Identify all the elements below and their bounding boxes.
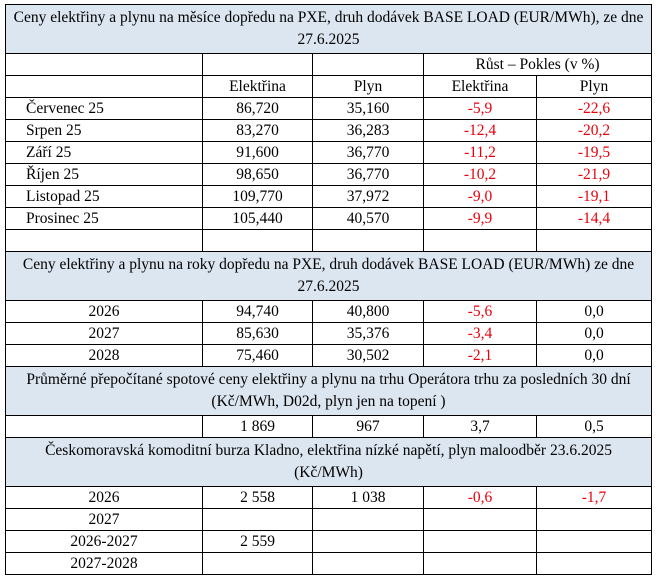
table-row <box>6 98 652 120</box>
table-row <box>6 531 652 553</box>
electricity-value: 2 558 <box>203 487 313 509</box>
electricity-value: 109,770 <box>203 186 313 208</box>
table-row <box>6 487 652 509</box>
electricity-value: 94,740 <box>203 301 313 323</box>
gas-value: 40,800 <box>313 301 424 323</box>
table-row <box>6 164 652 186</box>
electricity-change <box>424 553 537 575</box>
gas-value: 40,570 <box>313 208 424 230</box>
electricity-change: -11,2 <box>424 142 537 164</box>
gas-change: 0,5 <box>537 416 652 438</box>
change-header: Růst – Pokles (v %) <box>424 54 652 76</box>
gas-value: 30,502 <box>313 345 424 367</box>
electricity-change: -5,9 <box>424 98 537 120</box>
gas-change: 0,0 <box>537 323 652 345</box>
section1-title-row <box>6 5 652 54</box>
col-header-gas: Plyn <box>313 76 424 98</box>
row-label: 2026 <box>6 487 203 509</box>
electricity-value: 98,650 <box>203 164 313 186</box>
gas-change: 0,0 <box>537 345 652 367</box>
electricity-change: -9,0 <box>424 186 537 208</box>
row-label: 2027-2028 <box>6 553 203 575</box>
row-label <box>6 416 203 438</box>
table-row <box>6 120 652 142</box>
gas-change <box>537 509 652 531</box>
row-label: Listopad 25 <box>6 186 203 208</box>
table-row <box>6 186 652 208</box>
gas-change <box>537 531 652 553</box>
electricity-change: -9,9 <box>424 208 537 230</box>
section1-col-header-row <box>6 76 652 98</box>
section1-title: Ceny elektřiny a plynu na měsíce dopředu na PXE, druh dodávek BASE LOAD (EUR/MWh), ze dne 27.6.2025 <box>6 5 652 54</box>
col-header-gas-change: Plyn <box>537 76 652 98</box>
row-label: 2027 <box>6 323 203 345</box>
row-label: Říjen 25 <box>6 164 203 186</box>
electricity-change: -10,2 <box>424 164 537 186</box>
price-table <box>5 4 652 575</box>
col-header-electricity-change: Elektřina <box>424 76 537 98</box>
row-label: Prosinec 25 <box>6 208 203 230</box>
electricity-value: 91,600 <box>203 142 313 164</box>
row-label: 2026 <box>6 301 203 323</box>
electricity-value: 86,720 <box>203 98 313 120</box>
section1-change-header-row <box>6 54 652 76</box>
row-label: Srpen 25 <box>6 120 203 142</box>
electricity-value: 85,630 <box>203 323 313 345</box>
table-row <box>6 301 652 323</box>
table-row <box>6 323 652 345</box>
gas-value: 35,376 <box>313 323 424 345</box>
gas-value <box>313 553 424 575</box>
table-row <box>6 553 652 575</box>
gas-value <box>313 531 424 553</box>
gas-value: 37,972 <box>313 186 424 208</box>
gas-change: -19,1 <box>537 186 652 208</box>
gas-value: 36,283 <box>313 120 424 142</box>
electricity-change <box>424 531 537 553</box>
electricity-value: 105,440 <box>203 208 313 230</box>
electricity-value <box>203 553 313 575</box>
empty-row <box>6 230 652 252</box>
gas-value: 1 038 <box>313 487 424 509</box>
gas-change: -14,4 <box>537 208 652 230</box>
electricity-change: 3,7 <box>424 416 537 438</box>
gas-change: -1,7 <box>537 487 652 509</box>
table-row <box>6 345 652 367</box>
table-row <box>6 509 652 531</box>
row-label: 2028 <box>6 345 203 367</box>
gas-change: -19,5 <box>537 142 652 164</box>
row-label: Září 25 <box>6 142 203 164</box>
section3-title: Průměrné přepočítané spotové ceny elektřiny a plynu na trhu Operátora trhu za posledních 30 dní (Kč/MWh, D02d, plyn jen na topení ) <box>6 367 652 416</box>
row-label: Červenec 25 <box>6 98 203 120</box>
electricity-change: -5,6 <box>424 301 537 323</box>
section2-title: Ceny elektřiny a plynu na roky dopředu na PXE, druh dodávek BASE LOAD (EUR/MWh) ze dne 27.6.2025 <box>6 252 652 301</box>
electricity-value: 1 869 <box>203 416 313 438</box>
gas-change: -22,6 <box>537 98 652 120</box>
electricity-change: -0,6 <box>424 487 537 509</box>
table-row <box>6 142 652 164</box>
electricity-change: -2,1 <box>424 345 537 367</box>
electricity-value <box>203 509 313 531</box>
electricity-change: -3,4 <box>424 323 537 345</box>
gas-value: 36,770 <box>313 164 424 186</box>
gas-change: 0,0 <box>537 301 652 323</box>
gas-change: -20,2 <box>537 120 652 142</box>
section4-title-row <box>6 438 652 487</box>
electricity-value: 2 559 <box>203 531 313 553</box>
row-label: 2026-2027 <box>6 531 203 553</box>
gas-value <box>313 509 424 531</box>
electricity-change: -12,4 <box>424 120 537 142</box>
section3-title-row <box>6 367 652 416</box>
section2-title-row <box>6 252 652 301</box>
electricity-value: 75,460 <box>203 345 313 367</box>
gas-value: 35,160 <box>313 98 424 120</box>
gas-value: 967 <box>313 416 424 438</box>
electricity-change <box>424 509 537 531</box>
table-row <box>6 208 652 230</box>
gas-value: 36,770 <box>313 142 424 164</box>
section4-title: Českomoravská komoditní burza Kladno, elektřina nízké napětí, plyn maloodběr 23.6.2025 (Kč/MWh) <box>6 438 652 487</box>
gas-change: -21,9 <box>537 164 652 186</box>
col-header-electricity: Elektřina <box>203 76 313 98</box>
table-row <box>6 416 652 438</box>
gas-change <box>537 553 652 575</box>
electricity-value: 83,270 <box>203 120 313 142</box>
row-label: 2027 <box>6 509 203 531</box>
